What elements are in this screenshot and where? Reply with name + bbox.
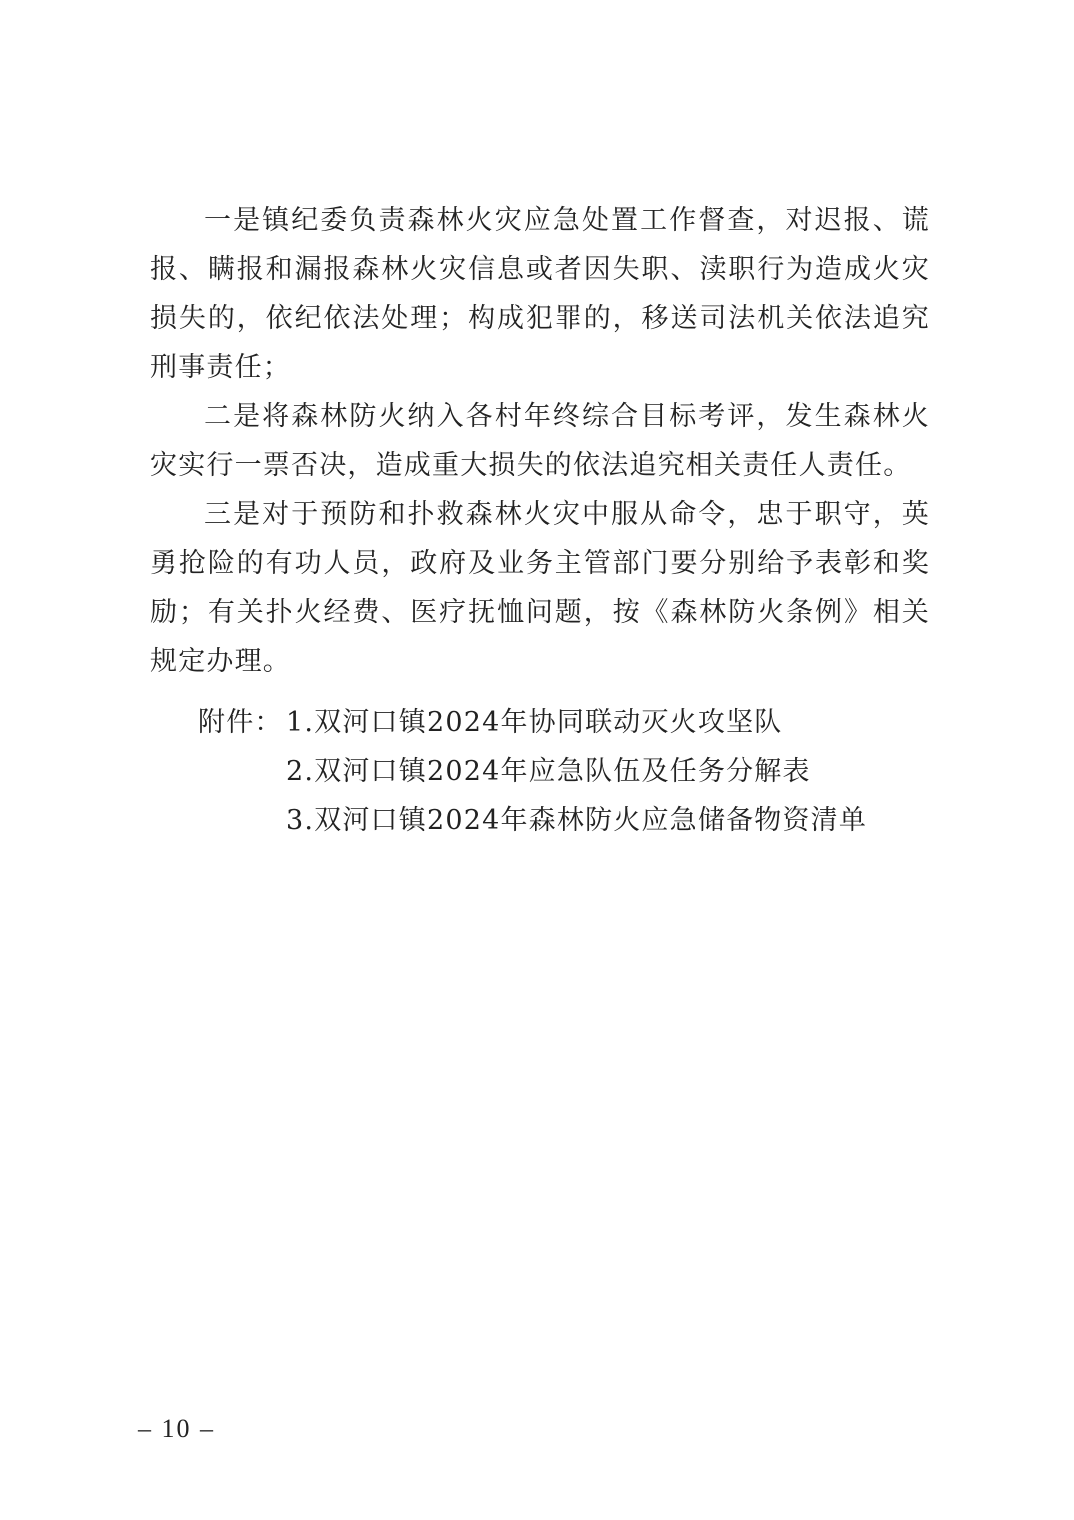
body-text [150,196,930,686]
attachment-row-1 [198,698,867,747]
attachment-item: 1.双河口镇2024年协同联动灭火攻坚队 [286,707,783,738]
paragraph-1: 一是镇纪委负责森林火灾应急处置工作督查，对迟报、谎报、瞒报和漏报森林火灾信息或者因失职、渎职行为造成火灾损失的，依纪依法处理；构成犯罪的，移送司法机关依法追究刑事责任； [150,205,930,383]
attachment-row-3 [198,796,867,845]
attachments-list [198,698,867,845]
paragraph-3: 三是对于预防和扑救森林火灾中服从命令，忠于职守，英勇抢险的有功人员，政府及业务主管部门要分别给予表彰和奖励；有关扑火经费、医疗抚恤问题，按《森林防火条例》相关规定办理。 [150,499,930,677]
attachment-indent [198,796,286,845]
attachments-label: 附件： [198,707,283,738]
attachment-item: 2.双河口镇2024年应急队伍及任务分解表 [286,756,811,787]
page-number: – 10 – [138,1414,215,1443]
attachment-indent [198,747,286,796]
paragraph-2: 二是将森林防火纳入各村年终综合目标考评，发生森林火灾实行一票否决，造成重大损失的依法追究相关责任人责任。 [150,401,930,481]
attachment-row-2 [198,747,867,796]
attachment-item: 3.双河口镇2024年森林防火应急储备物资清单 [286,805,868,836]
